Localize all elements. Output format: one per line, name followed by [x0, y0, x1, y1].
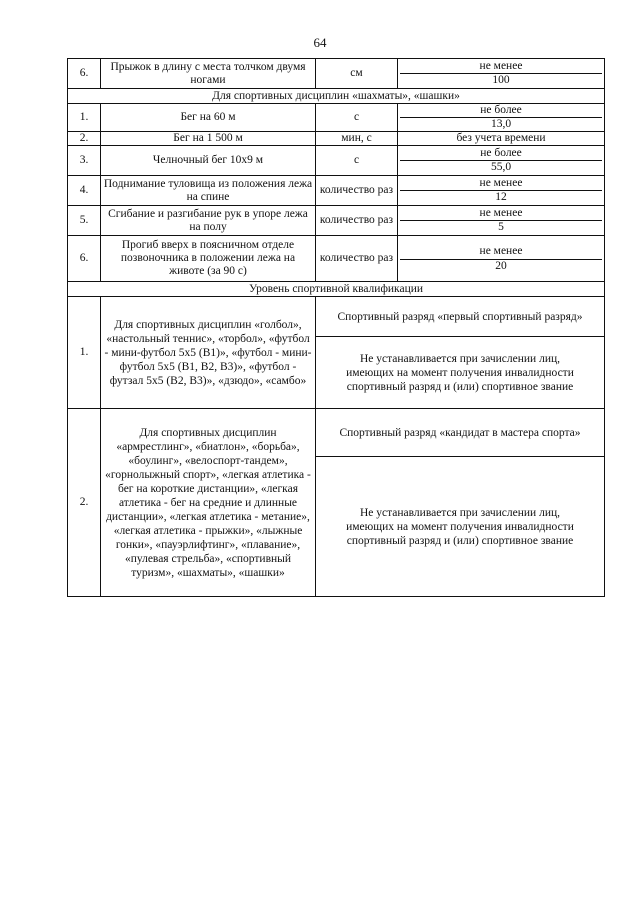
norm-cell — [398, 59, 605, 89]
table-row — [68, 104, 605, 132]
exercise-name: Бег на 1 500 м — [101, 132, 316, 146]
norm-cell — [398, 104, 605, 132]
exercise-name: Прыжок в длину с места толчком двумя ногами — [101, 59, 316, 89]
section-header-row — [68, 89, 605, 104]
table-row — [68, 132, 605, 146]
exercise-name: Прогиб вверх в поясничном отделе позвоночника в положении лежа на животе (за 90 с) — [101, 236, 316, 282]
table-row — [68, 59, 605, 89]
row-number: 2. — [68, 409, 101, 597]
qualification-note: Не устанавливается при зачислении лиц, имеющих на момент получения инвалидности спортивный разряд и (или) спортивное звание — [316, 457, 605, 597]
row-number: 4. — [68, 176, 101, 206]
exercise-unit: с — [316, 146, 398, 176]
page-number: 64 — [313, 35, 327, 50]
section-header-row — [68, 282, 605, 297]
exercise-name: Бег на 60 м — [101, 104, 316, 132]
norm-value: без учета времени — [398, 132, 605, 146]
row-number: 5. — [68, 206, 101, 236]
norm-qualifier: не более — [400, 104, 602, 118]
table-row — [68, 146, 605, 176]
table-row — [68, 176, 605, 206]
exercise-unit: см — [316, 59, 398, 89]
norm-cell — [398, 146, 605, 176]
norm-qualifier: не менее — [400, 207, 602, 221]
norm-value: 12 — [495, 191, 507, 203]
exercise-name: Сгибание и разгибание рук в упоре лежа на полу — [101, 206, 316, 236]
row-number: 6. — [68, 59, 101, 89]
exercise-name: Поднимание туловища из положения лежа на спине — [101, 176, 316, 206]
norm-qualifier: не менее — [400, 60, 602, 74]
norm-value: 20 — [495, 260, 507, 272]
norm-qualifier: не менее — [400, 244, 602, 260]
exercise-unit: количество раз — [316, 236, 398, 282]
row-number: 1. — [68, 104, 101, 132]
exercise-unit: количество раз — [316, 206, 398, 236]
exercise-name: Челночный бег 10х9 м — [101, 146, 316, 176]
norm-value: 55,0 — [490, 161, 512, 173]
qualification-requirement: Спортивный разряд «кандидат в мастера спорта» — [316, 409, 605, 457]
norm-cell — [398, 236, 605, 282]
norm-value: 5 — [498, 221, 504, 233]
disciplines-list: Для спортивных дисциплин «армрестлинг», «биатлон», «борьба», «боулинг», «велоспорт-тандем», «горнолыжный спорт», «легкая атлетика - бег на короткие дистанции», «легкая атлетика - бег на средние и длинные дистанции», «легкая атлетика - метание», «легкая атлетика - прыжки», «лыжные гонки», «пауэрлифтинг», «плавание», «пулевая стрельба», «спортивный туризм», «шахматы», «шашки» — [101, 409, 316, 597]
table-row — [68, 206, 605, 236]
qualification-requirement: Спортивный разряд «первый спортивный разряд» — [316, 297, 605, 337]
table-row — [68, 409, 605, 457]
section-title-chess: Для спортивных дисциплин «шахматы», «шашки» — [68, 89, 605, 104]
exercise-unit: с — [316, 104, 398, 132]
qualification-note: Не устанавливается при зачислении лиц, имеющих на момент получения инвалидности спортивный разряд и (или) спортивное звание — [316, 337, 605, 409]
norms-table — [67, 58, 605, 597]
table-row — [68, 236, 605, 282]
norm-cell — [398, 176, 605, 206]
row-number: 3. — [68, 146, 101, 176]
section-title-qualification: Уровень спортивной квалификации — [68, 282, 605, 297]
exercise-unit: мин, с — [316, 132, 398, 146]
norm-value: 13,0 — [490, 118, 512, 130]
row-number: 1. — [68, 297, 101, 409]
row-number: 2. — [68, 132, 101, 146]
norm-cell — [398, 206, 605, 236]
norm-qualifier: не более — [400, 147, 602, 161]
disciplines-list: Для спортивных дисциплин «голбол», «настольный теннис», «торбол», «футбол - мини-футбол 5х5 (В1)», «футбол - мини-футбол 5х5 (В1, В2, В3)», «футбол - футзал 5х5 (В2, В3)», «дзюдо», «самбо» — [101, 297, 316, 409]
row-number: 6. — [68, 236, 101, 282]
norm-qualifier: не менее — [400, 177, 602, 191]
table-row — [68, 297, 605, 337]
norm-value: 100 — [492, 74, 510, 86]
exercise-unit: количество раз — [316, 176, 398, 206]
